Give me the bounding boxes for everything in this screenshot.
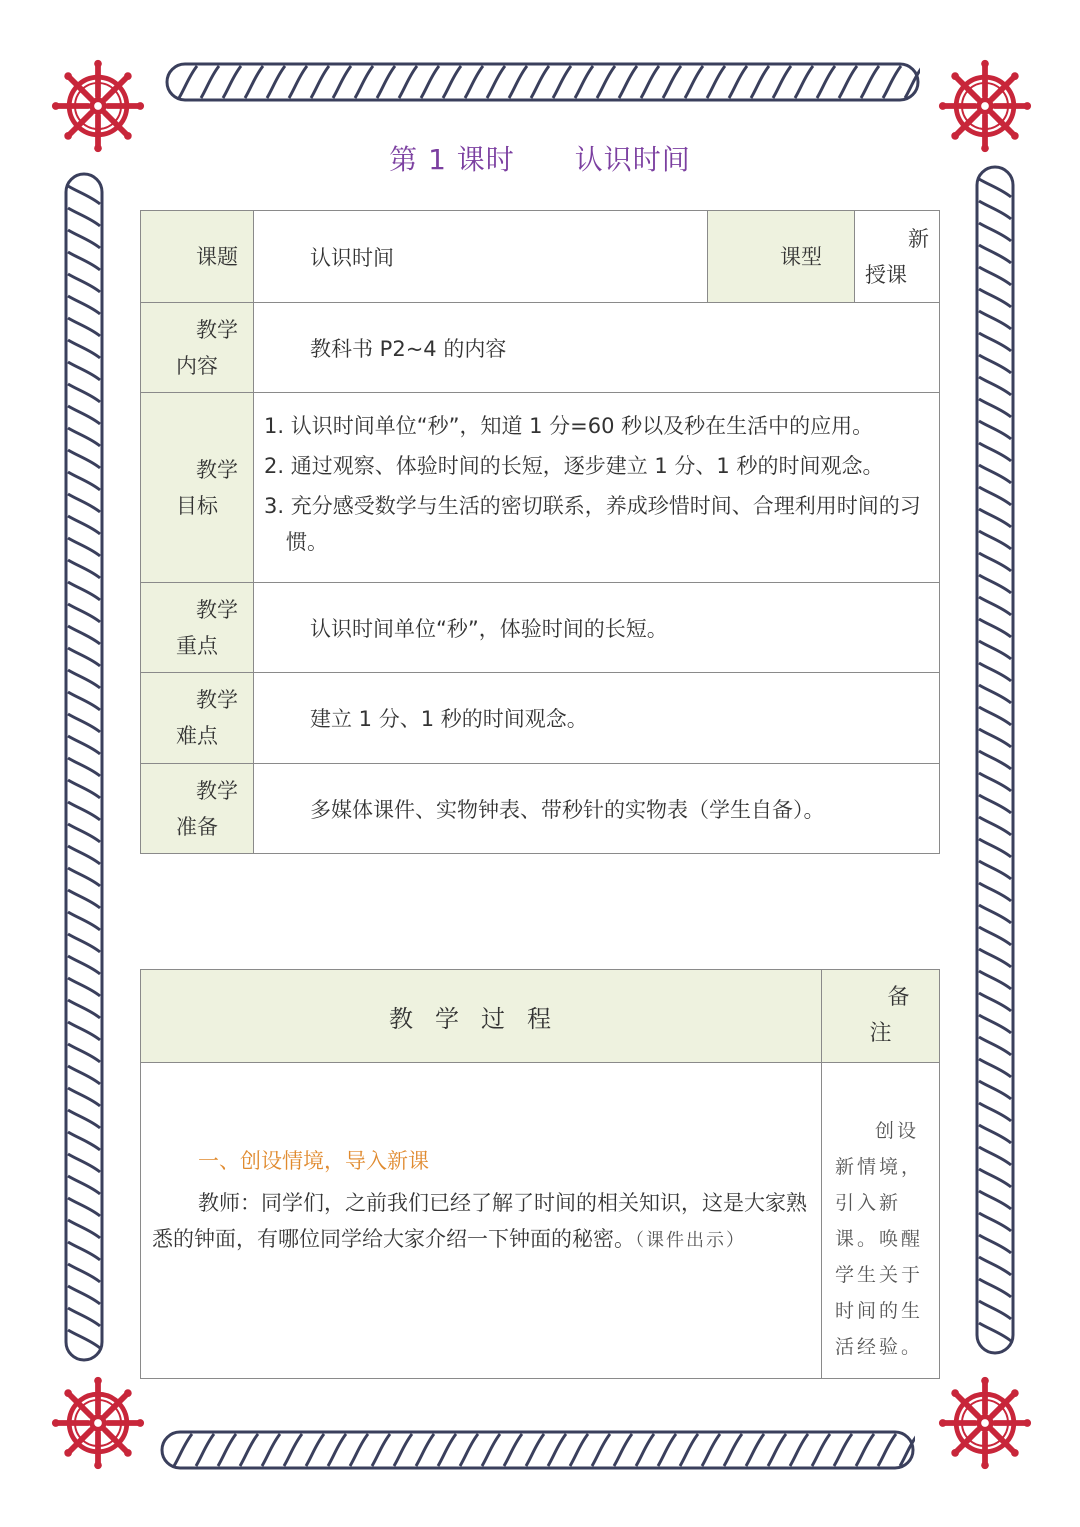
rope-border-left	[64, 172, 104, 1362]
prep-label: 教学 准备	[141, 764, 254, 854]
process-content	[141, 1063, 822, 1379]
prep-value: 多媒体课件、实物钟表、带秒针的实物表（学生自备）。	[254, 764, 940, 854]
rope-border-bottom	[160, 1430, 915, 1470]
goals-label: 教学 目标	[141, 393, 254, 583]
lesson-number: 第 1 课时	[389, 143, 515, 176]
section-title: 一、创设情境，导入新课	[198, 1149, 429, 1173]
content-label: 教学 内容	[141, 303, 254, 393]
topic-value: 认识时间	[254, 211, 708, 303]
process-paragraph: 教师：同学们，之前我们已经了解了时间的相关知识，这是大家熟悉的钟面，有哪位同学给大家介绍一下钟面的秘密。（课件出示）	[152, 1191, 807, 1251]
ship-wheel-icon	[937, 1375, 1033, 1471]
note-header: 备 注	[822, 970, 940, 1063]
goal-item: 2. 通过观察、体验时间的长短，逐步建立 1 分、1 秒的时间观念。	[264, 453, 884, 478]
teaching-process-table	[140, 969, 940, 1379]
key-value: 认识时间单位“秒”，体验时间的长短。	[254, 583, 940, 673]
lesson-info-table	[140, 210, 940, 854]
type-label: 课型	[708, 211, 855, 303]
topic-label: 课题	[141, 211, 254, 303]
ship-wheel-icon	[50, 1375, 146, 1471]
content-value: 教科书 P2~4 的内容	[254, 303, 940, 393]
rope-border-right	[975, 165, 1015, 1355]
difficulty-value: 建立 1 分、1 秒的时间观念。	[254, 673, 940, 764]
remark-cell	[822, 1063, 940, 1379]
process-header: 教学过程	[141, 970, 822, 1063]
remark-text: 创设新情境，引入新课。唤醒学生关于时间的生活经验。	[835, 1120, 924, 1358]
goal-item: 1. 认识时间单位“秒”，知道 1 分=60 秒以及秒在生活中的应用。	[264, 413, 874, 438]
goal-item: 3. 充分感受数学与生活的密切联系，养成珍惜时间、合理利用时间的习惯。	[264, 493, 921, 554]
type-value: 新 授课	[855, 211, 940, 303]
key-label: 教学 重点	[141, 583, 254, 673]
difficulty-label: 教学 难点	[141, 673, 254, 764]
goals-list	[254, 393, 940, 583]
page-title	[0, 138, 1080, 178]
lesson-title: 认识时间	[574, 143, 691, 176]
rope-border-top	[165, 62, 920, 102]
